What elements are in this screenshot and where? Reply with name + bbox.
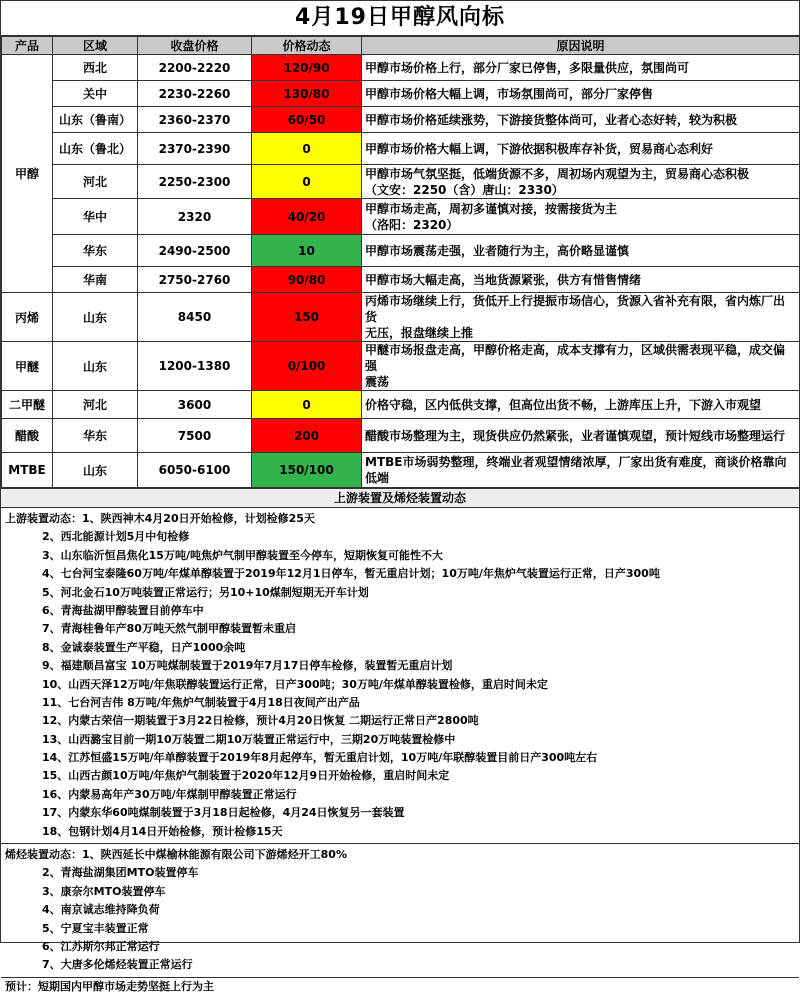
- reason-cell: [362, 107, 800, 133]
- change-cell: 60/50: [252, 107, 362, 133]
- reason-line: 甲醇市场大幅走高，当地货源紧张，供方有惜售情绪: [365, 272, 642, 287]
- region-cell: 华中: [53, 199, 138, 235]
- list-item-text: 13、山西潞宝目前一期10万装置二期10万装置正常运行中，三期20万吨装置检修中: [42, 732, 456, 746]
- olefin-list: [1, 844, 799, 977]
- reason-line: 甲醇市场价格延续涨势，下游接货整体尚可，业者心态好转，较为积极: [365, 112, 738, 127]
- price-cell: 3600: [138, 391, 252, 419]
- change-cell: 10: [252, 235, 362, 267]
- list-item-text: 7、大唐多伦烯烃装置正常运行: [42, 958, 193, 972]
- change-cell: 0/100: [252, 342, 362, 391]
- list-item: [5, 731, 799, 749]
- page-title: 4月19日甲醇风向标: [1, 1, 799, 36]
- list-item: [5, 883, 799, 901]
- reason-line: 甲醇市场走高，周初多谨慎对接，按需接货为主: [365, 201, 618, 216]
- reason-line: 甲醇市场价格上行，部分厂家已停售，多限量供应，氛围尚可: [365, 60, 690, 75]
- table-row: [2, 293, 800, 342]
- list-item-text: 3、康奈尔MTO装置停车: [42, 884, 166, 898]
- reason-cell: [362, 267, 800, 293]
- price-cell: 8450: [138, 293, 252, 342]
- product-cell: 丙烯: [2, 293, 53, 342]
- list-item: [5, 749, 799, 767]
- region-cell: 华东: [53, 419, 138, 453]
- reason-line: 醋酸市场整理为主，现货供应仍然紧张，业者谨慎观望，预计短线市场整理运行: [365, 428, 786, 443]
- header-reason: 原因说明: [362, 37, 800, 55]
- table-row: [2, 165, 800, 199]
- list-item-text: 5、宁夏宝丰装置正常: [42, 921, 149, 935]
- upstream-section-title: 上游装置及烯烃装置动态: [1, 488, 799, 508]
- change-cell: 150: [252, 293, 362, 342]
- list-item-text: 4、七台河宝泰隆60万吨/年煤单醇装置于2019年12月1日停车，暂无重启计划；10万吨/年焦炉气装置运行正常，日产300吨: [42, 567, 660, 581]
- list-item: [5, 602, 799, 620]
- list-item: [5, 804, 799, 822]
- list-item: [5, 767, 799, 785]
- table-row: [2, 391, 800, 419]
- region-cell: 山东: [53, 342, 138, 391]
- region-cell: 华东: [53, 235, 138, 267]
- change-cell: 130/80: [252, 81, 362, 107]
- reason-cell: [362, 133, 800, 165]
- list-item: [5, 920, 799, 938]
- change-cell: 120/90: [252, 55, 362, 81]
- reason-cell: [362, 81, 800, 107]
- list-label: 烯烃装置动态：: [5, 848, 82, 862]
- table-row: [2, 235, 800, 267]
- price-cell: 2370-2390: [138, 133, 252, 165]
- reason-line: MTBE市场弱势整理，终端业者观望情绪浓厚，厂家出货有难度，商谈价格靠向低端: [365, 455, 787, 485]
- list-item: [5, 620, 799, 638]
- region-cell: 河北: [53, 165, 138, 199]
- list-item-text: 17、内蒙东华60吨煤制装置于3月18日起检修，4月24日恢复另一套装置: [42, 806, 405, 820]
- list-item-text: 1、陕西神木4月20日开始检修，计划检修25天: [82, 512, 315, 525]
- region-cell: 西北: [53, 55, 138, 81]
- list-item-text: 15、山西古颜10万吨/年焦炉气制装置于2020年12月9日开始检修，重启时间未定: [42, 769, 450, 783]
- price-cell: 7500: [138, 419, 252, 453]
- list-item: [5, 956, 799, 974]
- table-row: [2, 199, 800, 235]
- list-item: [5, 901, 799, 919]
- change-cell: 90/80: [252, 267, 362, 293]
- table-row: [2, 107, 800, 133]
- list-item: [5, 846, 799, 864]
- list-label: 上游装置动态：: [5, 512, 82, 525]
- region-cell: 华南: [53, 267, 138, 293]
- reason-cell: [362, 342, 800, 391]
- region-cell: 山东（鲁南）: [53, 107, 138, 133]
- list-item: [5, 938, 799, 956]
- list-item: [5, 528, 799, 546]
- reason-line: （洛阳：2320）: [365, 217, 459, 232]
- price-table: [1, 36, 800, 488]
- price-cell: 2250-2300: [138, 165, 252, 199]
- list-item-text: 18、包钢计划4月14日开始检修，预计检修15天: [42, 824, 283, 838]
- price-cell: 2750-2760: [138, 267, 252, 293]
- price-cell: 2320: [138, 199, 252, 235]
- reason-cell: [362, 419, 800, 453]
- reason-cell: [362, 391, 800, 419]
- list-item: [5, 676, 799, 694]
- list-item: [5, 565, 799, 583]
- reason-cell: [362, 453, 800, 488]
- reason-line: （文安：2250（含）唐山：2330）: [365, 182, 564, 197]
- table-row: [2, 133, 800, 165]
- list-item: [5, 864, 799, 882]
- header-price: 收盘价格: [138, 37, 252, 55]
- reason-line: 丙烯市场继续上行，货低开上行提振市场信心，货源入省补充有限，省内炼厂出货: [365, 294, 786, 324]
- list-item-text: 16、内蒙易高年产30万吨/年煤制甲醇装置正常运行: [42, 787, 297, 801]
- list-item-text: 8、金诚泰装置生产平稳，日产1000余吨: [42, 640, 246, 654]
- reason-line: 震荡: [365, 375, 390, 389]
- table-row: [2, 55, 800, 81]
- reason-line: 无压，报盘继续上推: [365, 326, 474, 340]
- reason-line: 甲醚市场报盘走高，甲醇价格走高，成本支撑有力，区域供需表现平稳，成交偏强: [365, 343, 786, 373]
- list-item-text: 12、内蒙古荣信一期装置于3月22日检修，预计4月20日恢复 二期运行正常日产2800吨: [42, 714, 479, 728]
- list-item: [5, 823, 799, 841]
- upstream-list: [1, 508, 799, 843]
- price-cell: 2490-2500: [138, 235, 252, 267]
- region-cell: 山东（鲁北）: [53, 133, 138, 165]
- change-cell: 0: [252, 165, 362, 199]
- table-row: [2, 81, 800, 107]
- list-item-text: 7、青海桂鲁年产80万吨天然气制甲醇装置暂未重启: [42, 622, 296, 636]
- table-row: [2, 342, 800, 391]
- header-product: 产品: [2, 37, 53, 55]
- reason-cell: [362, 55, 800, 81]
- change-cell: 40/20: [252, 199, 362, 235]
- header-change: 价格动态: [252, 37, 362, 55]
- change-cell: 200: [252, 419, 362, 453]
- list-item: [5, 510, 799, 528]
- list-item-text: 5、河北金石10万吨装置正常运行；另10+10煤制短期无开车计划: [42, 585, 369, 599]
- list-item-text: 1、陕西延长中煤榆林能源有限公司下游烯烃开工80%: [82, 848, 347, 862]
- list-item-text: 3、山东临沂恒昌焦化15万吨/吨焦炉气制甲醇装置至今停车，短期恢复可能性不大: [42, 548, 443, 562]
- table-header: [2, 37, 800, 55]
- list-item: [5, 639, 799, 657]
- reason-cell: [362, 293, 800, 342]
- list-item-text: 11、七台河吉伟 8万吨/年焦炉气制装置于4月18日夜间产出产品: [42, 695, 360, 709]
- region-cell: 山东: [53, 453, 138, 488]
- reason-line: 甲醇市场价格大幅上调，下游依据积极库存补货，贸易商心态利好: [365, 141, 714, 156]
- table-row: [2, 419, 800, 453]
- region-cell: 河北: [53, 391, 138, 419]
- product-cell: 二甲醚: [2, 391, 53, 419]
- product-cell: 醋酸: [2, 419, 53, 453]
- list-item: [5, 712, 799, 730]
- region-cell: 关中: [53, 81, 138, 107]
- list-item: [5, 694, 799, 712]
- reason-line: 甲醇市场震荡走强，业者随行为主，高价略显谨慎: [365, 243, 630, 258]
- list-item: [5, 657, 799, 675]
- list-item: [5, 584, 799, 602]
- reason-cell: [362, 165, 800, 199]
- reason-line: 甲醇市场气氛坚挺，低端货源不多，周初场内观望为主，贸易商心态积极: [365, 166, 750, 181]
- list-item-text: 14、江苏恒盛15万吨/年单醇装置于2019年8月起停车，暂无重启计划，10万吨/年联醇装置目前日产300吨左右: [42, 751, 598, 765]
- product-cell: MTBE: [2, 453, 53, 488]
- reason-line: 甲醇市场价格大幅上调，市场氛围尚可，部分厂家停售: [365, 86, 654, 101]
- change-cell: 0: [252, 133, 362, 165]
- list-item-text: 9、福建顺昌富宝 10万吨煤制装置于2019年7月17日停车检修，装置暂无重启计划: [42, 659, 453, 673]
- price-cell: 1200-1380: [138, 342, 252, 391]
- table-row: [2, 453, 800, 488]
- change-cell: 0: [252, 391, 362, 419]
- region-cell: 山东: [53, 293, 138, 342]
- product-cell: 甲醇: [2, 55, 53, 293]
- list-item: [5, 786, 799, 804]
- list-item-text: 2、青海盐湖集团MTO装置停车: [42, 866, 199, 880]
- table-row: [2, 267, 800, 293]
- forecast: 预计：短期国内甲醇市场走势坚挺上行为主: [1, 977, 799, 996]
- reason-cell: [362, 235, 800, 267]
- header-region: 区域: [53, 37, 138, 55]
- price-cell: 2200-2220: [138, 55, 252, 81]
- list-item-text: 6、江苏斯尔邦正常运行: [42, 939, 160, 953]
- price-cell: 2360-2370: [138, 107, 252, 133]
- change-cell: 150/100: [252, 453, 362, 488]
- price-cell: 6050-6100: [138, 453, 252, 488]
- reason-line: 价格守稳，区内低供支撑，但高位出货不畅，上游库压上升，下游入市观望: [365, 397, 762, 412]
- list-item-text: 4、南京诚志维持降负荷: [42, 903, 160, 917]
- list-item-text: 10、山西天泽12万吨/年焦联醇装置运行正常，日产300吨；30万吨/年煤单醇装置检修，重启时间未定: [42, 677, 548, 691]
- price-cell: 2230-2260: [138, 81, 252, 107]
- list-item-text: 2、西北能源计划5月中旬检修: [42, 530, 190, 544]
- list-item: [5, 547, 799, 565]
- list-item-text: 6、青海盐湖甲醇装置目前停车中: [42, 603, 204, 617]
- reason-cell: [362, 199, 800, 235]
- product-cell: 甲醚: [2, 342, 53, 391]
